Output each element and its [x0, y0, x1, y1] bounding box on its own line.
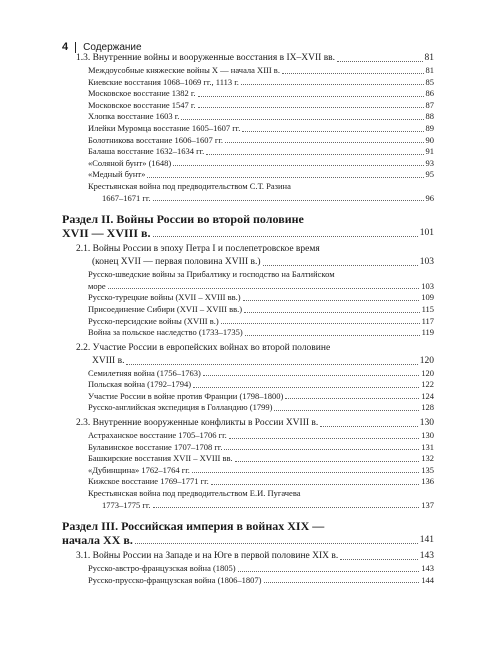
toc-item[interactable]: Семилетняя война (1756–1763) 120: [88, 367, 434, 378]
table-of-contents: [62, 52, 434, 586]
toc-item[interactable]: «Соляной бунт» (1648) 93: [88, 157, 434, 168]
toc-list-1-3: [62, 65, 434, 204]
toc-item[interactable]: «Медный бунт» 95: [88, 169, 434, 180]
toc-entry-2-3[interactable]: 2.3. Внутренние вооруженные конфликты в России XVIII в. 130: [76, 418, 434, 429]
toc-item[interactable]: Астраханское восстание 1705–1706 гг. 130: [88, 430, 434, 441]
toc-item[interactable]: Московское восстание 1547 г. 87: [88, 99, 434, 110]
toc-item[interactable]: Булавинское восстание 1707–1708 гг. 131: [88, 441, 434, 452]
toc-item[interactable]: Польская война (1792–1794) 122: [88, 379, 434, 390]
toc-list-2-1: [62, 269, 434, 339]
toc-list-3-1: [62, 563, 434, 586]
toc-item-razin[interactable]: Крестьянская война под предводительством С.Т. Разина 1667–1671 гг. 96: [88, 180, 434, 203]
toc-part-2[interactable]: Раздел II. Войны России во второй половине XVII — XVIII в. 101: [62, 212, 434, 241]
toc-part-3[interactable]: Раздел III. Российская империя в войнах XIX — начала XX в. 141: [62, 519, 434, 548]
toc-item[interactable]: Башкирские восстания XVII – XVIII вв. 132: [88, 453, 434, 464]
toc-item[interactable]: Балаша восстание 1632–1634 гг. 91: [88, 146, 434, 157]
toc-item[interactable]: Русско-австро-французская война (1805) 143: [88, 563, 434, 574]
toc-item[interactable]: Русско-турецкие войны (XVII – XVIII вв.) 109: [88, 292, 434, 303]
toc-list-2-3: [62, 430, 434, 511]
header-divider: [75, 42, 76, 53]
toc-item[interactable]: Киевские восстания 1068–1069 гг., 1113 г. 85: [88, 76, 434, 87]
toc-entry-3-1[interactable]: 3.1. Войны России на Западе и на Юге в первой половине XIX в. 143: [76, 551, 434, 562]
header-title: Содержание: [83, 41, 142, 53]
toc-item[interactable]: Присоединение Сибири (XVII – XVIII вв.) 115: [88, 303, 434, 314]
toc-item[interactable]: Русско-персидские войны (XVIII в.) 117: [88, 315, 434, 326]
toc-item[interactable]: Участие России в войне против Франции (1798–1800) 124: [88, 390, 434, 401]
toc-item-pugachev[interactable]: Крестьянская война под предводительством Е.И. Пугачева 1773–1775 гг. 137: [88, 488, 434, 510]
toc-item[interactable]: Болотникова восстание 1606–1607 гг. 90: [88, 134, 434, 145]
toc-item[interactable]: Война за польское наследство (1733–1735) 119: [88, 327, 434, 338]
toc-entry-2-1[interactable]: 2.1. Войны России в эпоху Петра I и послепетровское время (конец XVII — первая половина XVIII в.) 103: [76, 244, 434, 268]
toc-item-baltic[interactable]: Русско-шведские войны за Прибалтику и господство на Балтийском море 103: [88, 269, 434, 291]
toc-item[interactable]: Московское восстание 1382 г. 86: [88, 88, 434, 99]
toc-entry-1-3[interactable]: 1.3. Внутренние войны и вооруженные восстания в IX–XVII вв. 81: [76, 53, 434, 63]
toc-item[interactable]: Русско-прусско-французская война (1806–1807) 144: [88, 574, 434, 585]
toc-item[interactable]: Русско-английская экспедиция в Голландию (1799) 128: [88, 402, 434, 413]
toc-item[interactable]: «Дубинщина» 1762–1764 гг. 135: [88, 464, 434, 475]
toc-item[interactable]: Хлопка восстание 1603 г. 88: [88, 111, 434, 122]
toc-item[interactable]: Илейки Муромца восстание 1605–1607 гг. 89: [88, 122, 434, 133]
toc-entry-2-2[interactable]: 2.2. Участие России в европейских войнах во второй половине XVIII в. 120: [76, 342, 434, 366]
toc-item[interactable]: Кижское восстание 1769–1771 гг. 136: [88, 476, 434, 487]
toc-item[interactable]: Междоусобные княжеские войны X — начала XIII в. 81: [88, 65, 434, 75]
toc-list-2-2: [62, 368, 434, 414]
page-number: 4: [62, 41, 69, 53]
